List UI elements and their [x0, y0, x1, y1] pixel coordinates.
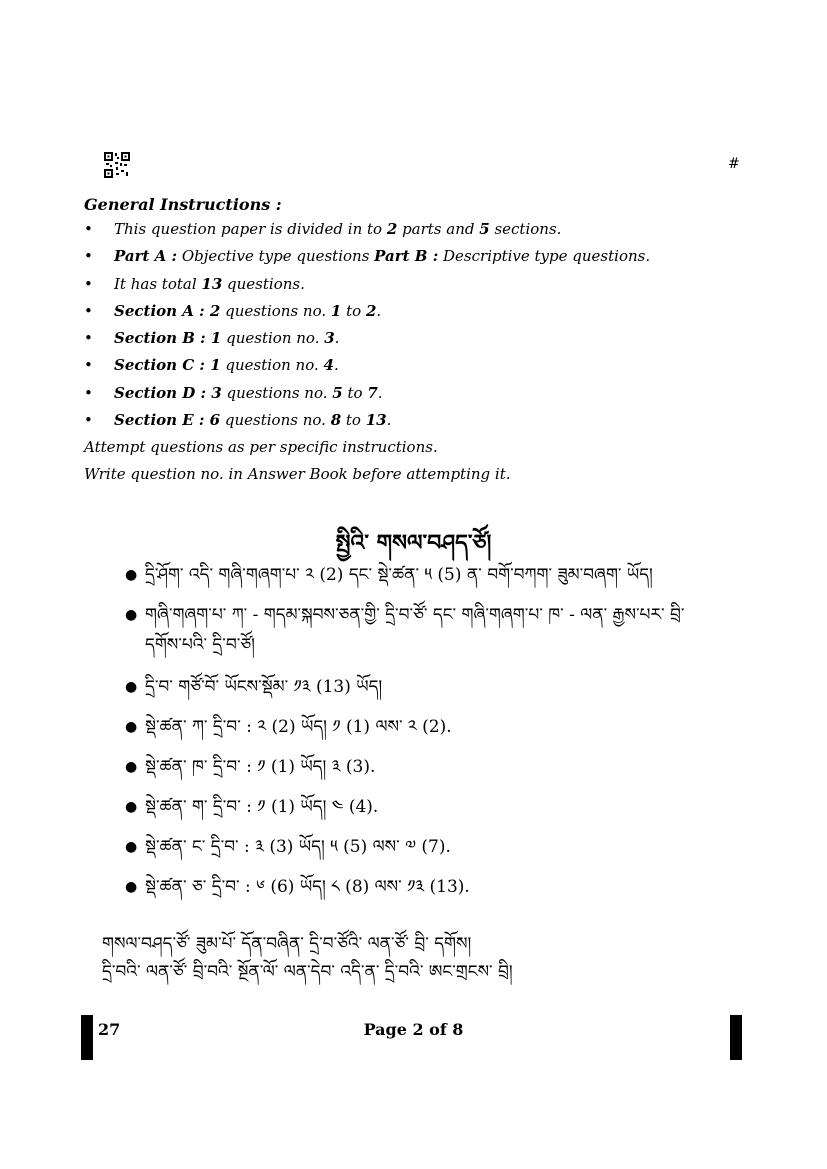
- list-item: ● སྡེ་ཚན་ ང་ དྲི་བ་ : ༣ (3) ཡོད། ༥ (5) ལས་ ༧ (7).: [125, 832, 715, 862]
- list-item: ● སྡེ་ཚན་ ཅ་ དྲི་བ་ : ༦ (6) ཡོད། ༨ (8) ལས་ ༡༣ (13).: [125, 872, 715, 902]
- tibetan-instructions-title: སྤྱིའི་ གསལ་བཤད་ཙོ།: [335, 530, 492, 556]
- tibetan-footer-line: གསལ་བཤད་ཙོ་ ཟུམ་པོ་ དོན་བཞིན་ དྲི་བ་ཙོའི་ ལན་ཙོ་ བྲི་ དགོས།: [102, 934, 472, 954]
- page-number: Page 2 of 8: [363, 1020, 464, 1039]
- tibetan-footer-line: དྲི་བའི་ ལན་ཙོ་ བྲི་བའི་ སྔོན་ལོ་ ལན་དེབ་ འདི་ན་ དྲི་བའི་ ཨང་གྲངས་ བྲི།: [102, 962, 513, 982]
- list-item: ● དྲི་བ་ གཙོ་བོ་ ཡོངས་སྡོམ་ ༡༣ (13) ཡོད།: [125, 672, 715, 702]
- instruction-item: • Section B : 1 question no. 3.: [84, 329, 650, 356]
- instruction-item: • It has total 13 questions.: [84, 275, 650, 302]
- tibetan-instructions-list: [125, 560, 715, 912]
- page-code: 27: [98, 1020, 121, 1039]
- instruction-item: • This question paper is divided in to 2 parts and 5 sections.: [84, 220, 650, 247]
- page-bar-right: [730, 1015, 742, 1060]
- instruction-item: • Section C : 1 question no. 4.: [84, 356, 650, 383]
- instruction-item: • Section A : 2 questions no. 1 to 2.: [84, 302, 650, 329]
- list-item: ● སྡེ་ཚན་ ཀ་ དྲི་བ་ : ༢ (2) ཡོད། ༡ (1) ལས་ ༢ (2).: [125, 712, 715, 742]
- instruction-item: • Section D : 3 questions no. 5 to 7.: [84, 384, 650, 411]
- tibetan-footer-note: [102, 930, 513, 986]
- list-item: ● སྡེ་ཚན་ ཁ་ དྲི་བ་ : ༡ (1) ཡོད། ༣ (3).: [125, 752, 715, 782]
- list-item: ● སྡེ་ཚན་ ག་ དྲི་བ་ : ༡ (1) ཡོད། ༤ (4).: [125, 792, 715, 822]
- general-instructions-title: General Instructions :: [84, 195, 282, 214]
- instruction-item: • Part A : Objective type questions Part B : Descriptive type questions.: [84, 247, 650, 274]
- page-marker-hash: #: [728, 156, 740, 172]
- list-item: ● དྲི་ཤོག་ འདི་ གཞི་གཞག་པ་ ༢ (2) དང་ སྡེ་ཚན་ ༥ (5) ན་ བགོ་བཀག་ ཟུམ་བཞག་ ཡོད།: [125, 560, 715, 590]
- instruction-note-write: Write question no. in Answer Book before attempting it.: [84, 465, 511, 483]
- list-item: ● གཞི་གཞག་པ་ ཀ་ - གདམ་སྐབས་ཅན་གྱི་ དྲི་བ་ཙོ་ དང་ གཞི་གཞག་པ་ ཁ་ - ལན་ རྒྱས་པར་ བྲི་དགོས་པའི་ དྲི་བ་ཙོ།: [125, 600, 715, 660]
- instruction-note-attempt: Attempt questions as per specific instructions.: [84, 438, 438, 456]
- qr-code-icon: [104, 152, 130, 178]
- instruction-item: • Section E : 6 questions no. 8 to 13.: [84, 411, 650, 438]
- general-instructions-list: [84, 220, 650, 438]
